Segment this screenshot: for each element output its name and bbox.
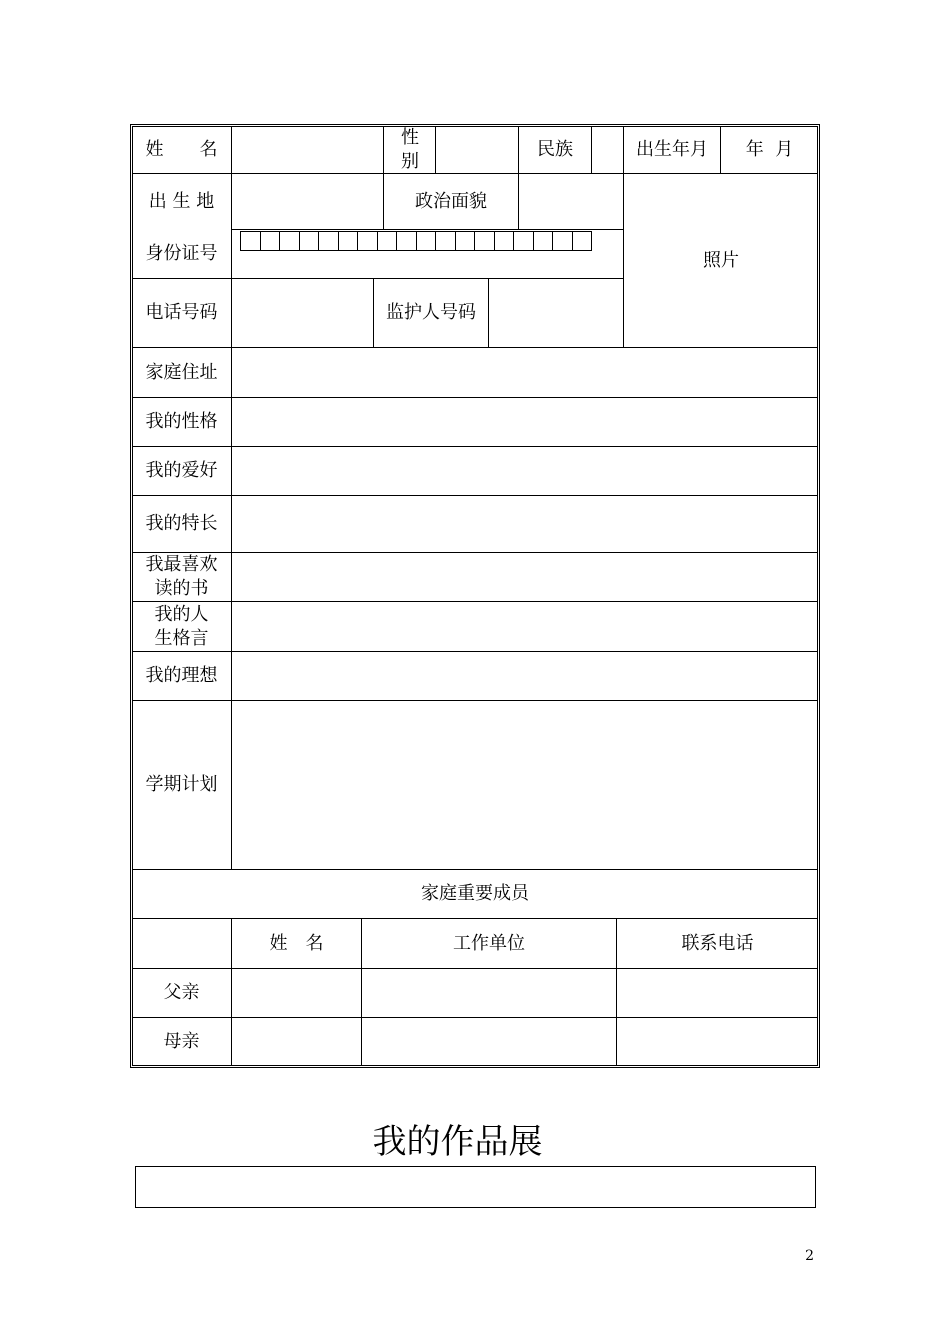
family-header-phone: 联系电话 bbox=[681, 932, 754, 954]
ideal-field[interactable] bbox=[232, 652, 818, 700]
family-member-mother-name-field[interactable] bbox=[232, 1018, 361, 1066]
birthplace-label: 出 生 地 bbox=[148, 190, 215, 212]
address-field[interactable] bbox=[232, 348, 818, 397]
political-status-label: 政治面貌 bbox=[415, 190, 487, 212]
favorite-book-label: 我最喜欢读的书 bbox=[145, 554, 218, 599]
id-digit-box[interactable] bbox=[534, 232, 554, 250]
page-number: 2 bbox=[805, 1248, 814, 1264]
family-member-father-phone-field[interactable] bbox=[617, 969, 818, 1017]
family-member-mother-phone-field[interactable] bbox=[617, 1018, 818, 1066]
life-motto-field[interactable] bbox=[232, 602, 818, 651]
id-digit-box[interactable] bbox=[456, 232, 476, 250]
id-digit-box[interactable] bbox=[436, 232, 456, 250]
id-digit-box[interactable] bbox=[573, 232, 592, 250]
family-header-name: 姓 名 bbox=[269, 932, 324, 954]
id-digit-box[interactable] bbox=[261, 232, 281, 250]
address-label: 家庭住址 bbox=[145, 361, 218, 383]
id-number-boxes[interactable] bbox=[240, 231, 592, 251]
id-digit-box[interactable] bbox=[495, 232, 515, 250]
political-status-field[interactable] bbox=[519, 174, 623, 229]
id-digit-box[interactable] bbox=[378, 232, 398, 250]
gender-field[interactable] bbox=[436, 126, 518, 173]
family-section-title: 家庭重要成员 bbox=[421, 883, 529, 904]
gender-label: 性别 bbox=[401, 126, 419, 172]
family-header-workplace: 工作单位 bbox=[453, 932, 525, 954]
id-digit-box[interactable] bbox=[417, 232, 437, 250]
id-digit-box[interactable] bbox=[241, 232, 261, 250]
guardian-phone-field[interactable] bbox=[489, 279, 623, 347]
semester-plan-field[interactable] bbox=[232, 701, 818, 869]
family-member-mother-workplace-field[interactable] bbox=[362, 1018, 616, 1066]
id-digit-box[interactable] bbox=[475, 232, 495, 250]
row-divider bbox=[231, 229, 623, 230]
family-member-father-workplace-field[interactable] bbox=[362, 969, 616, 1017]
photo-area[interactable]: 照片 bbox=[703, 249, 739, 271]
id-digit-box[interactable] bbox=[397, 232, 417, 250]
semester-plan-label: 学期计划 bbox=[145, 774, 218, 795]
works-title: 我的作品展 bbox=[372, 1122, 543, 1162]
name-label: 姓 名 bbox=[145, 138, 218, 160]
id-digit-box[interactable] bbox=[280, 232, 300, 250]
phone-field[interactable] bbox=[232, 279, 373, 347]
id-number-label: 身份证号 bbox=[145, 243, 218, 264]
id-digit-box[interactable] bbox=[319, 232, 339, 250]
family-header-blank bbox=[132, 919, 231, 968]
personality-field[interactable] bbox=[232, 398, 818, 446]
guardian-phone-label: 监护人号码 bbox=[386, 302, 476, 323]
favorite-book-field[interactable] bbox=[232, 553, 818, 601]
birth-date-value[interactable]: 年 月 bbox=[745, 138, 794, 160]
family-member-father-label: 父亲 bbox=[163, 982, 200, 1003]
personality-label: 我的性格 bbox=[145, 411, 218, 432]
hobbies-label: 我的爱好 bbox=[145, 460, 218, 481]
id-digit-box[interactable] bbox=[553, 232, 573, 250]
family-member-father-name-field[interactable] bbox=[232, 969, 361, 1017]
strengths-label: 我的特长 bbox=[145, 513, 218, 534]
ethnicity-label: 民族 bbox=[537, 138, 573, 160]
family-member-mother-label: 母亲 bbox=[163, 1031, 200, 1052]
hobbies-field[interactable] bbox=[232, 447, 818, 495]
id-digit-box[interactable] bbox=[300, 232, 320, 250]
strengths-field[interactable] bbox=[232, 496, 818, 552]
ethnicity-field[interactable] bbox=[592, 126, 623, 173]
birthplace-field[interactable] bbox=[232, 174, 383, 229]
id-digit-box[interactable] bbox=[514, 232, 534, 250]
life-motto-label: 我的人生格言 bbox=[154, 603, 209, 649]
name-field[interactable] bbox=[232, 126, 383, 173]
birth-date-label: 出生年月 bbox=[636, 138, 708, 160]
works-display-box[interactable] bbox=[135, 1166, 816, 1208]
phone-label: 电话号码 bbox=[145, 302, 218, 323]
id-digit-box[interactable] bbox=[358, 232, 378, 250]
ideal-label: 我的理想 bbox=[145, 665, 218, 686]
id-digit-box[interactable] bbox=[339, 232, 359, 250]
